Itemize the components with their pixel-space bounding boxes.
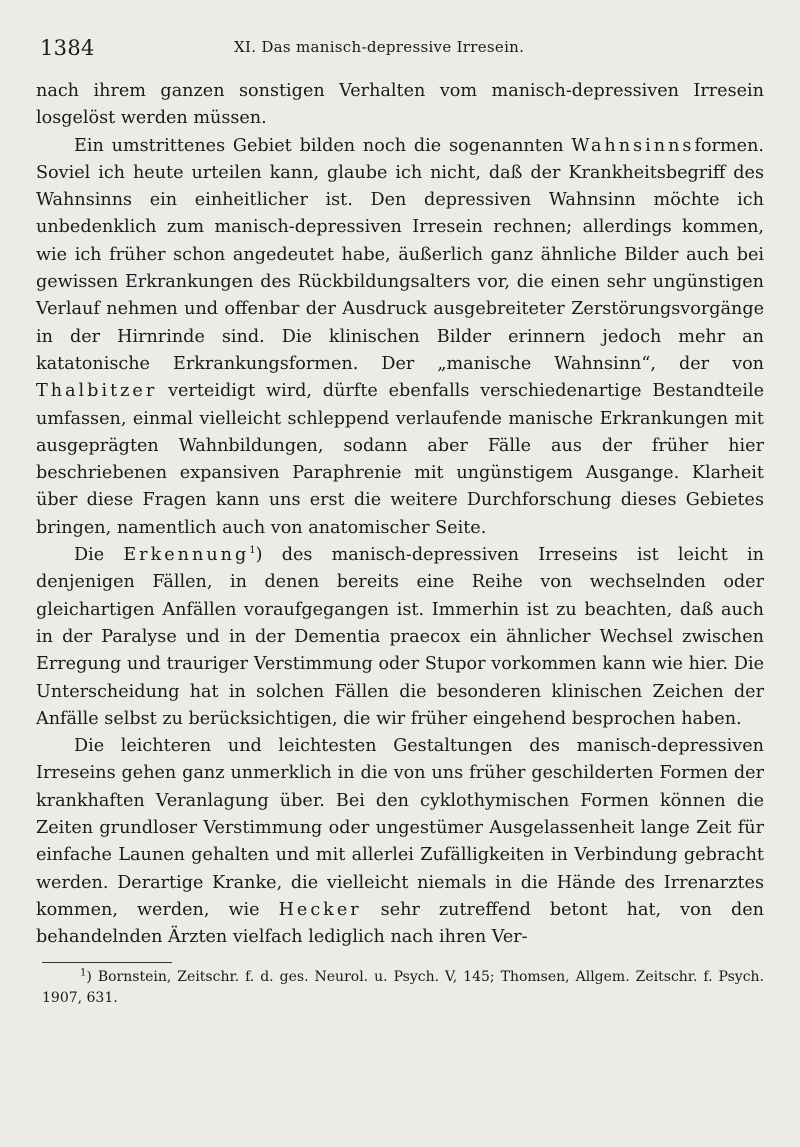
- paragraph-text: Die leichteren und leichtesten Gestaltungen des manisch-depressiven Irreseins gehen ganz unmerklich in die von uns früher geschilderten Formen der krankhaften Veranlagung über. Bei den cyklothymischen Formen können die Zeiten grundloser Verstimmung oder ungestümer Ausgelassenheit lange Zeit für einfache Launen gehalten und mit allerlei Zufälligkeiten in Verbindung gebracht werden. Derartige Kranke, die vielleicht niemals in die Hände des Irrenarztes kommen, werden, wie: [36, 736, 764, 920]
- author-name: Thalbitzer: [36, 381, 158, 402]
- paragraph-text: ) des manisch-depressiven Irreseins ist leicht in denjenigen Fällen, in denen bereits eine Reihe von wechselnden oder gleichartigen Anfällen voraufgegangen ist. Immerhin ist zu beachten, daß auch in der Paralyse und in der Dementia praecox ein ähnlicher Wechsel zwischen Erregung und trauriger Verstimmung oder Stupor vorkommen kann wie hier. Die Unterscheidung hat in solchen Fällen die besonderen klinischen Zeichen der Anfälle selbst zu berücksichtigen, die wir früher eingehend besprochen haben.: [36, 545, 764, 729]
- footnotes: [36, 967, 764, 1009]
- paragraph-erkennung: [36, 542, 764, 733]
- body-text: [36, 78, 764, 952]
- paragraph-text: nach ihrem ganzen sonstigen Verhalten vom manisch-depressiven Irresein losgelöst werden müssen.: [36, 81, 764, 129]
- footnote-divider: [42, 962, 172, 963]
- paragraph-text: Ein umstrittenes Gebiet bilden noch die sogenannten: [74, 135, 572, 156]
- footnote-text: ) Bornstein, Zeitschr. f. d. ges. Neurol. u. Psych. V, 145; Thomsen, Allgem. Zeitschr. f. Psych. 1907, 631.: [42, 968, 764, 1006]
- chapter-title: XI. Das manisch-depressive Irresein.: [234, 38, 525, 56]
- paragraph-text: formen. Soviel ich heute urteilen kann, glaube ich nicht, daß der Krankheitsbegriff des Wahnsinns ein einheitlicher ist. Den depressiven Wahnsinn möchte ich unbedenklich zum manisch-depressiven Irresein rechnen; allerdings kommen, wie ich früher schon angedeutet habe, äußerlich ganz ähnliche Bilder auch bei gewissen Erkrankungen des Rückbildungsalters vor, die einen sehr ungünstigen Verlauf nehmen und offenbar der Ausdruck ausgebreiteter Zerstörungsvorgänge in der Hirnrinde sind. Die klinischen Bilder erinnern jedoch mehr an katatonische Erkrankungsformen. Der „manische Wahnsinn“, der von: [36, 135, 764, 374]
- footnote-reference: 1: [249, 545, 256, 557]
- paragraph-text: verteidigt wird, dürfte ebenfalls verschiedenartige Bestandteile umfassen, einmal vielleicht schleppend verlaufende manische Erkrankungen mit ausgeprägten Wahnbildungen, sodann aber Fälle aus der früher hier beschriebenen expansiven Paraphrenie mit ungünstigem Ausgange. Klarheit über diese Fragen kann uns erst die weitere Durchforschung dieses Gebietes bringen, namentlich auch von anatomischer Seite.: [36, 381, 764, 538]
- footnote-1: [42, 967, 764, 1009]
- paragraph-wahnsinnsformen: [36, 133, 764, 542]
- running-head: [36, 36, 764, 64]
- paragraph-leichtere-gestaltungen: [36, 733, 764, 951]
- paragraph-text: Die: [74, 545, 124, 566]
- spaced-term: Wahnsinns: [571, 135, 695, 156]
- spaced-term: Erkennung: [123, 545, 250, 566]
- paragraph-continuation: [36, 78, 764, 133]
- author-name: Hecker: [278, 899, 362, 920]
- page-number: 1384: [40, 36, 95, 60]
- paragraph-text: sehr zutreffend betont hat, von den behandelnden Ärzten vielfach lediglich nach ihren Ver-: [36, 899, 765, 948]
- footnote-marker: 1: [80, 966, 87, 978]
